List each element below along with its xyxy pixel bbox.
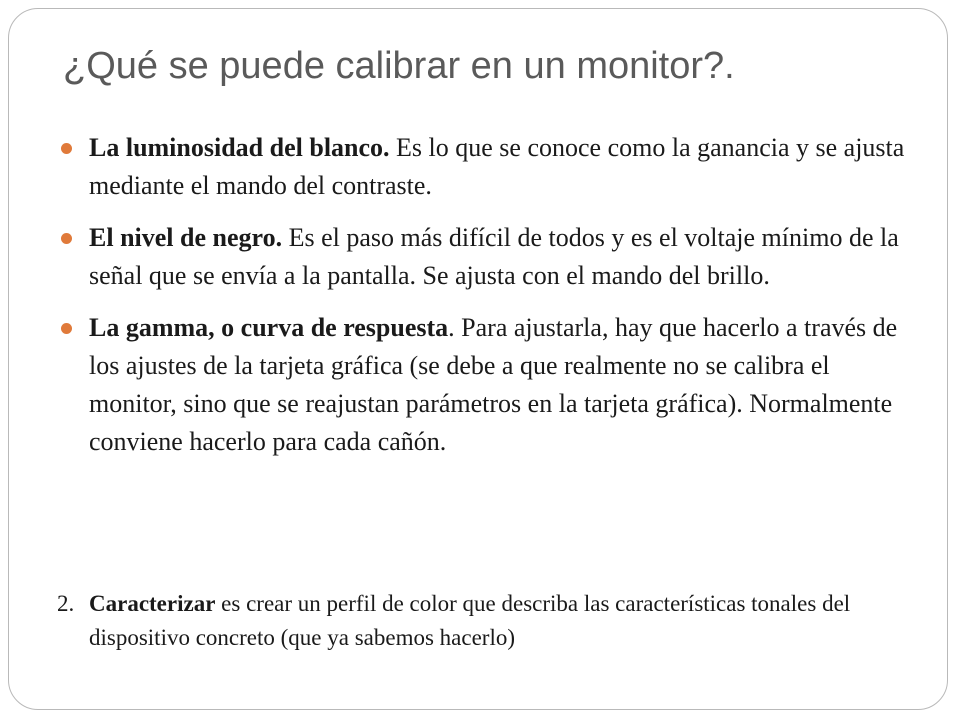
bullet-text: Es lo que se conoce como la ganancia y se ajusta mediante el mando del contraste. xyxy=(89,133,905,200)
slide-frame xyxy=(8,8,948,710)
bullet-item-gamma xyxy=(59,309,909,461)
numbered-item-body xyxy=(89,587,907,655)
bullet-dot-icon xyxy=(61,233,72,244)
bullet-heading: El nivel de negro. xyxy=(89,223,283,252)
numbered-item-text: es crear un perfil de color que describa las características tonales del dispositivo concreto (que ya sabemos hacerlo) xyxy=(89,591,851,650)
bullet-heading: La luminosidad del blanco. xyxy=(89,133,390,162)
item-number: 2. xyxy=(57,591,75,616)
bullet-item-black-level xyxy=(59,219,909,295)
slide-title: ¿Qué se puede calibrar en un monitor?. xyxy=(63,45,735,87)
bullet-dot-icon xyxy=(61,143,72,154)
bullet-heading: La gamma, o curva de respuesta xyxy=(89,313,449,342)
numbered-item-heading: Caracterizar xyxy=(89,591,216,616)
bullet-text: Es el paso más difícil de todos y es el voltaje mínimo de la señal que se envía a la pantalla. Se ajusta con el mando del brillo. xyxy=(89,223,899,290)
bullet-item-white-luminosity xyxy=(59,129,909,205)
bullet-text: . Para ajustarla, hay que hacerlo a través de los ajustes de la tarjeta gráfica (se debe a que realmente no se calibra el monitor, sino que se reajustan parámetros en la tarjeta gráfica). Normalmente conviene hacerlo para cada cañón. xyxy=(89,313,898,456)
numbered-item-characterize xyxy=(57,587,907,655)
bullet-dot-icon xyxy=(61,323,72,334)
bullet-list xyxy=(59,129,909,475)
